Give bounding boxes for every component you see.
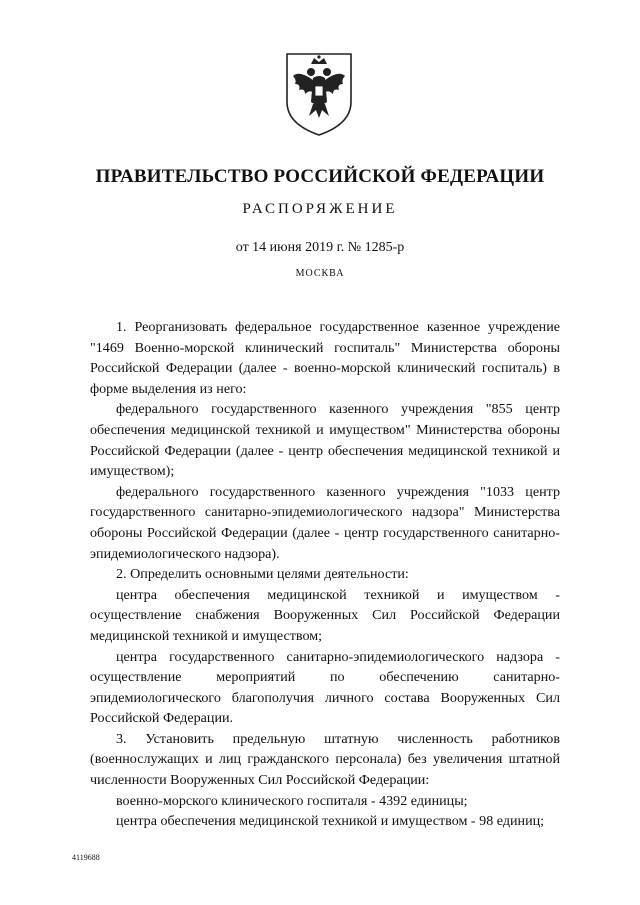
paragraph-1-reorganize: 1. Реорганизовать федеральное государственное казенное учреждение "1469 Военно-морской клинический госпиталь" Министерства обороны Российской Федерации (далее - военно-морской клинический госпиталь) в форме выделения из него: — [90, 319, 560, 397]
paragraph-staff-medical-center: центра обеспечения медицинской техникой и имуществом - 98 единиц; — [116, 813, 545, 830]
paragraph-2-goals: 2. Определить основными целями деятельности: — [116, 566, 409, 583]
paragraph-855-center: федерального государственного казенного учреждения "855 центр обеспечения медицинской техникой и имуществом" Министерства обороны Российской Федерации (далее - центр обеспечения медицинской техникой и имуществом); — [90, 401, 560, 480]
footer-document-code: 4119688 — [72, 853, 100, 862]
paragraph-3-staffing: 3. Установить предельную штатную численность работников (военнослужащих и лиц гражданского персонала) без увеличения штатной численности Вооруженных Сил Российской Федерации: — [90, 730, 560, 789]
paragraph-staff-hospital: военно-морского клинического госпиталя - 4392 единицы; — [116, 792, 468, 809]
paragraph-goal-medical-supply: центра обеспечения медицинской техникой и имуществом - осуществление снабжения Вооруженных Сил Российской Федерации медицинской техникой и имуществом; — [90, 586, 560, 644]
government-title: ПРАВИТЕЛЬСТВО РОССИЙСКОЙ ФЕДЕРАЦИИ — [95, 166, 545, 187]
document-date-number: от 14 июня 2019 г. № 1285-р — [235, 240, 405, 255]
coat-of-arms-icon — [283, 50, 355, 138]
document-city: МОСКВА — [295, 268, 345, 279]
document-body — [90, 317, 560, 832]
paragraph-goal-sanitary: центра государственного санитарно-эпидемиологического надзора - осуществление мероприятий по обеспечению санитарно-эпидемиологического благополучия личного состава Вооруженных Сил Российской Федерации. — [90, 648, 560, 727]
paragraph-1033-center: федерального государственного казенного учреждения "1033 центр государственного санитарно-эпидемиологического надзора" Министерства обороны Российской Федерации (далее - центр государственного санитарно-эпидемиологического надзора). — [90, 483, 560, 562]
document-type: РАСПОРЯЖЕНИЕ — [242, 201, 398, 217]
